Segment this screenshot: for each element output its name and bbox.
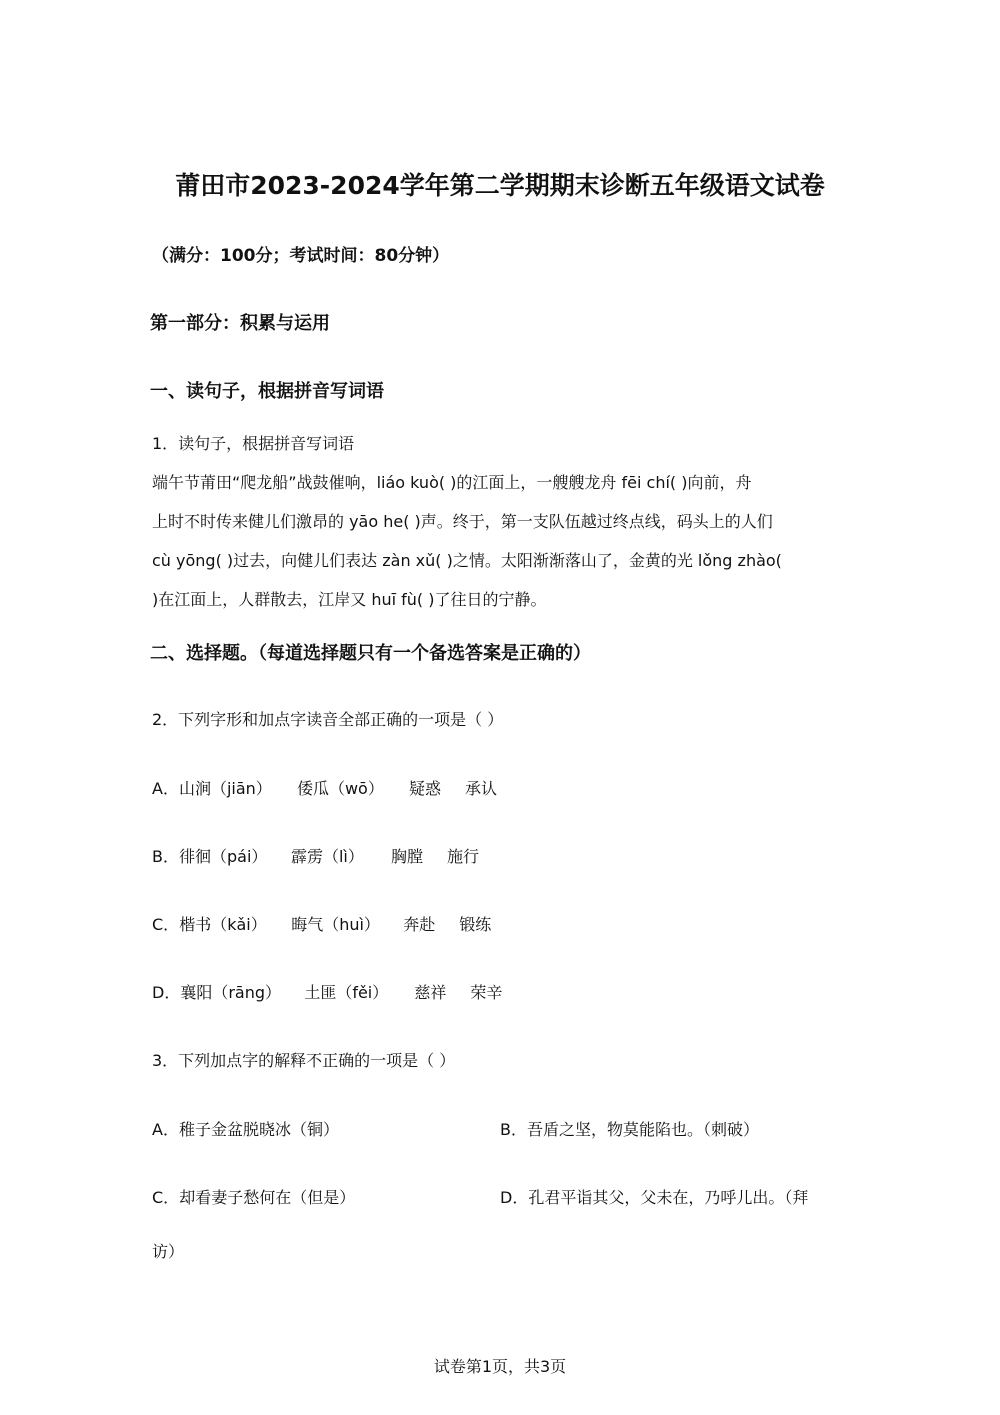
passage-line: cù yōng( )过去，向健儿们表达 zàn xǔ( )之情。太阳渐渐落山了，金黄的光 lǒng zhào(: [152, 551, 782, 570]
option-label: B．: [152, 847, 179, 866]
q3-option-d: D．孔君平诣其父，父未在，乃呼儿出。（拜: [500, 1188, 809, 1207]
part-heading: 第一部分：积累与运用: [150, 313, 330, 334]
q1-passage: [152, 463, 852, 619]
q2-stem: 2．下列字形和加点字读音全部正确的一项是（ ）: [152, 710, 504, 729]
passage-line: 端午节莆田“爬龙船”战鼓催响，liáo kuò( )的江面上，一艘艘龙舟 fēi chí( )向前，舟: [152, 473, 752, 492]
section2-heading: 二、选择题。（每道选择题只有一个备选答案是正确的）: [150, 643, 591, 664]
q3-option-b: B．吾盾之坚，物莫能陷也。（刺破）: [500, 1120, 759, 1139]
q2-option-d: D．襄阳（rāng） 土匪（fěi） 慈祥 荣辛: [152, 981, 502, 1005]
q3-option-d-continuation: 访）: [152, 1242, 185, 1261]
q1-stem: 1．读句子，根据拼音写词语: [152, 434, 355, 453]
page-title: 莆田市2023-2024学年第二学期期末诊断五年级语文试卷: [175, 171, 825, 200]
q2-option-b: B．徘徊（pái） 霹雳（lì） 胸膛 施行: [152, 845, 479, 869]
q3-option-c: C．却看妻子愁何在（但是）: [152, 1188, 356, 1207]
section1-heading: 一、读句子，根据拼音写词语: [150, 381, 384, 402]
q3-option-a: A．稚子金盆脱晓冰（铜）: [152, 1120, 339, 1139]
option-label: A．: [152, 779, 179, 798]
option-label: C．: [152, 915, 180, 934]
passage-line: 上时不时传来健儿们激昂的 yāo he( )声。终于，第一支队伍越过终点线，码头上的人们: [152, 512, 773, 531]
q2-option-a: A．山涧（jiān） 倭瓜（wō） 疑惑 承认: [152, 777, 497, 801]
q3-stem: 3．下列加点字的解释不正确的一项是（ ）: [152, 1051, 456, 1070]
passage-line: )在江面上，人群散去，江岸又 huī fù( )了往日的宁静。: [152, 590, 547, 609]
option-label: D．: [152, 983, 181, 1002]
q2-option-c: C．楷书（kǎi） 晦气（huì） 奔赴 锻练: [152, 913, 491, 937]
page-footer: 试卷第1页，共3页: [433, 1357, 567, 1376]
exam-info: （满分：100分；考试时间：80分钟）: [152, 246, 450, 266]
